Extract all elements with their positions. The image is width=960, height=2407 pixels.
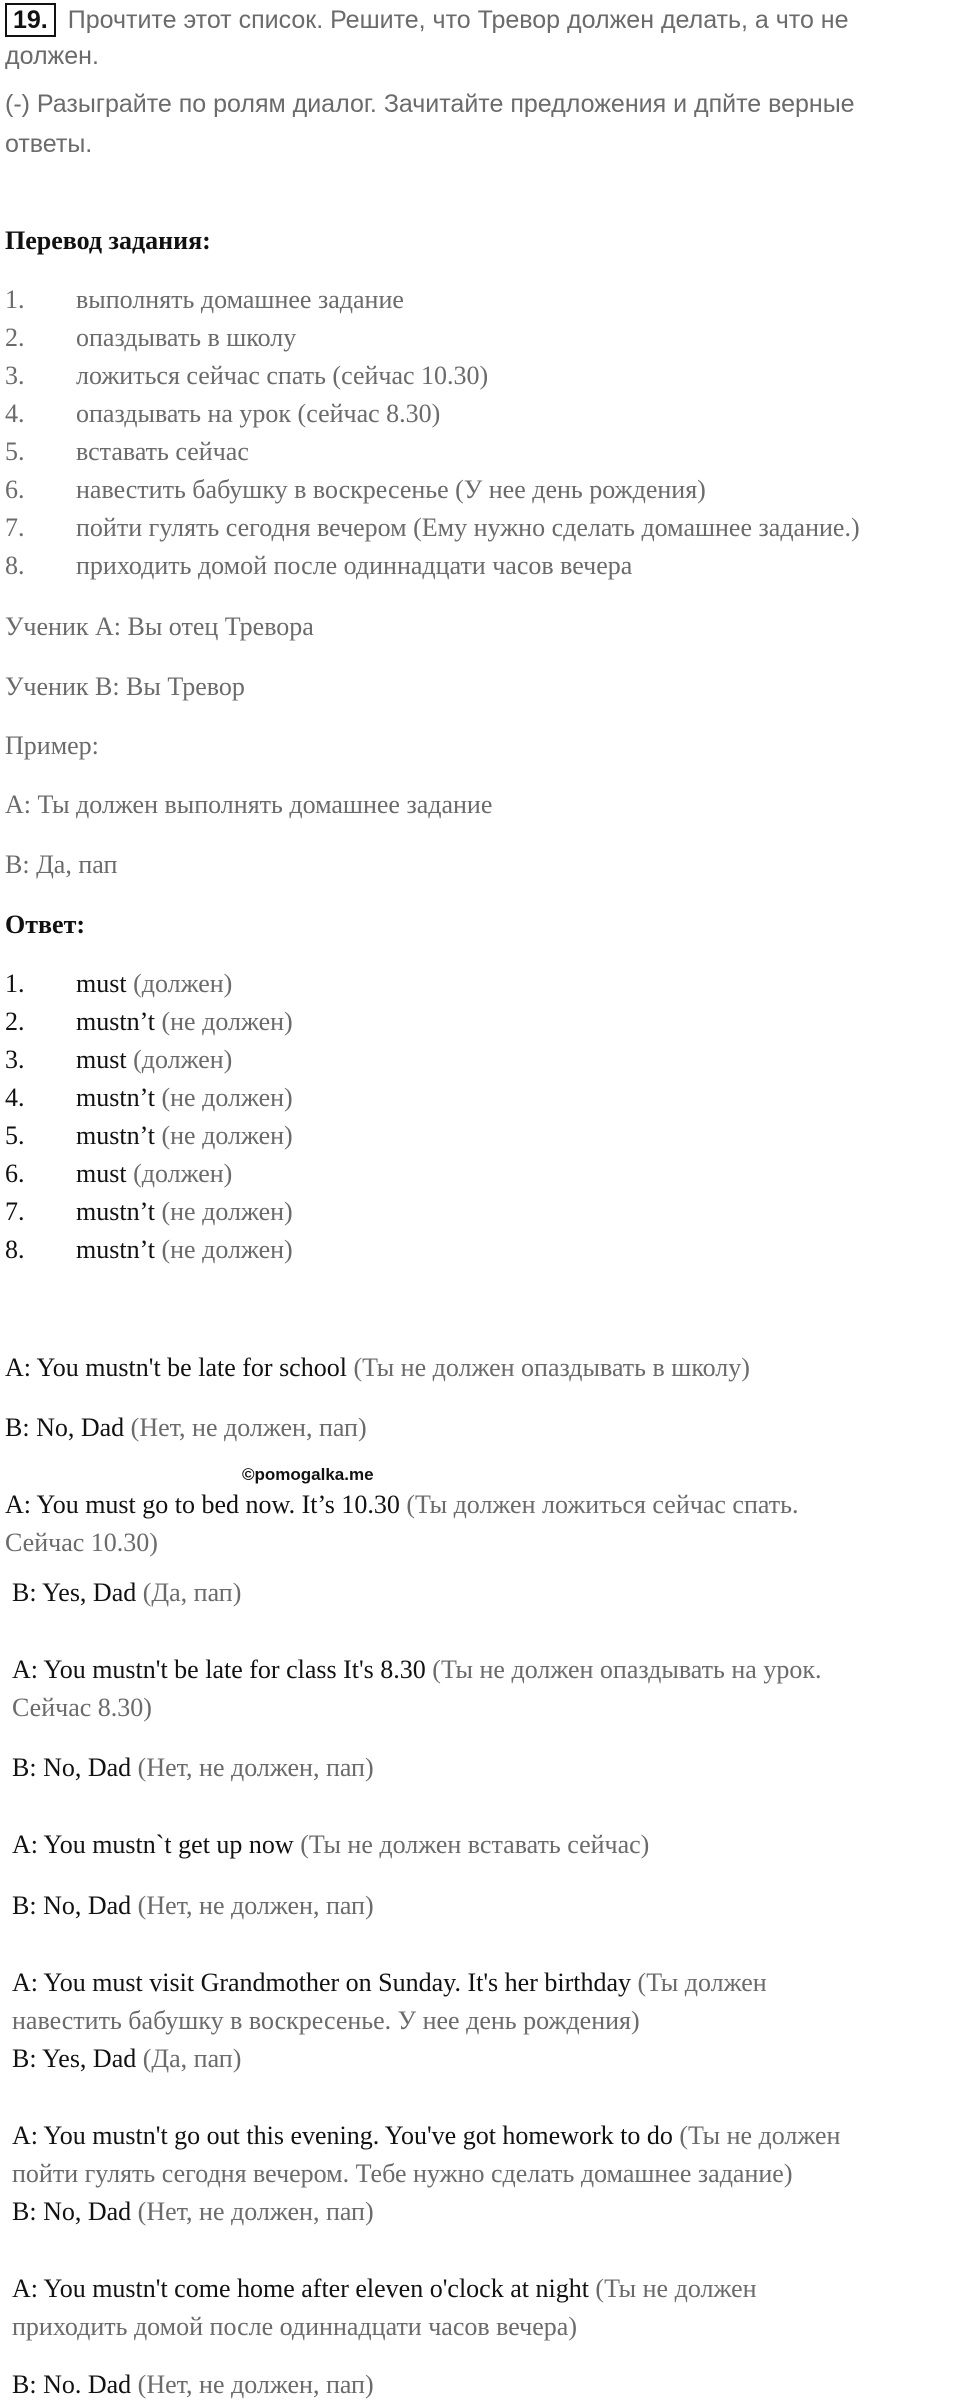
dialogue-line-cont: пойти гулять сегодня вечером. Тебе нужно сделать домашнее задание) [12, 2159, 793, 2188]
dialogue-line-cont: навестить бабушку в воскресенье. У нее день рождения) [12, 2006, 640, 2035]
dialogue-line: B: No, Dad (Нет, не должен, пап) [12, 2197, 374, 2226]
task-line-3: (-) Разыграйте по ролям диалог. Зачитайте предложения и дпйте верные [5, 90, 855, 118]
example-line-b: В: Да, пап [5, 850, 118, 879]
dialogue-line: B: Yes, Dad (Да, пап) [12, 1578, 242, 1607]
dialogue-line: B: No, Dad (Нет, не должен, пап) [12, 1753, 374, 1782]
task-number: 19. [5, 3, 56, 37]
dialogue-line: A: You mustn't be late for class It's 8.30 (Ты не должен опаздывать на урок. [12, 1655, 822, 1684]
dialogue-line: A: You mustn't be late for school (Ты не должен опаздывать в школу) [5, 1353, 750, 1382]
dialogue-line: B: No, Dad (Нет, не должен, пап) [5, 1413, 367, 1442]
dialogue-line: B: No. Dad (Нет, не должен, пап) [12, 2370, 374, 2399]
translation-heading: Перевод задания: [5, 226, 211, 255]
dialogue-line-cont: Сейчас 8.30) [12, 1693, 152, 1722]
task-text-1: Прочтите этот список. Решите, что Тревор должен делать, а что не [67, 6, 849, 34]
dialogue-line: B: No, Dad (Нет, не должен, пап) [12, 1891, 374, 1920]
task-line-2: должен. [5, 42, 99, 70]
task-line-4: ответы. [5, 130, 93, 158]
dialogue-line: A: You mustn't come home after eleven o'clock at night (Ты не должен [12, 2274, 757, 2303]
dialogue-line: A: You must visit Grandmother on Sunday. It's her birthday (Ты должен [12, 1968, 767, 1997]
dialogue-line: B: Yes, Dad (Да, пап) [12, 2044, 242, 2073]
dialogue-line: A: You must go to bed now. It’s 10.30 (Ты должен ложиться сейчас спать. [5, 1490, 799, 1519]
dialogue-line: A: You mustn`t get up now (Ты не должен вставать сейчас) [12, 1830, 650, 1859]
dialogue-line-cont: приходить домой после одиннадцати часов вечера) [12, 2312, 577, 2341]
example-label: Пример: [5, 731, 99, 760]
dialogue-line: A: You mustn't go out this evening. You've got homework to do (Ты не должен [12, 2121, 841, 2150]
example-line-a: А: Ты должен выполнять домашнее задание [5, 790, 493, 819]
answer-heading: Ответ: [5, 910, 86, 939]
task-line-1 [5, 3, 849, 37]
dialogue-line-cont: Сейчас 10.30) [5, 1528, 158, 1557]
student-b-role: Ученик В: Вы Тревор [5, 672, 245, 701]
watermark: ©pomogalka.me [242, 1465, 374, 1484]
student-a-role: Ученик А: Вы отец Тревора [5, 612, 314, 641]
